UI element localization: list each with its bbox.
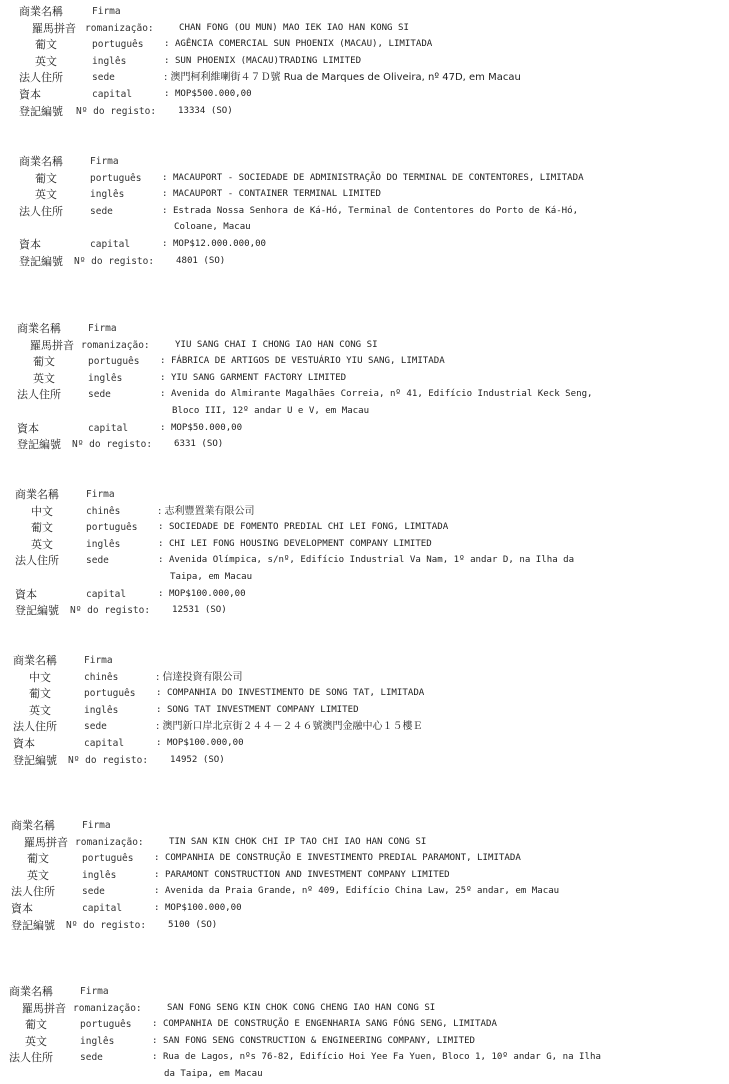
field-label-chinese: 羅馬拼音 xyxy=(24,836,68,849)
entry-field-row xyxy=(0,1001,729,1018)
entry-field-row xyxy=(0,321,729,338)
field-label-portuguese: sede xyxy=(86,555,109,566)
entry-field-row xyxy=(0,54,729,71)
field-value: : 澳門柯利維喇街４７Ｄ號 Rua de Marques de Oliveira, nº 47D, em Macau xyxy=(164,72,521,83)
field-label-portuguese: português xyxy=(84,688,136,699)
field-value: CHAN FONG (OU MUN) MAO IEK IAO HAN KONG SI xyxy=(179,23,409,33)
field-value: 5100 (SO) xyxy=(168,920,218,930)
entry-field-row xyxy=(0,254,729,271)
field-label-chinese: 葡文 xyxy=(29,687,51,700)
field-label-portuguese: capital xyxy=(82,903,123,914)
field-label-chinese: 登記編號 xyxy=(15,604,59,617)
field-value: : MOP$100.000,00 xyxy=(154,903,242,913)
entry-field-row xyxy=(0,670,729,687)
entry-field-row xyxy=(0,21,729,38)
field-label-chinese: 資本 xyxy=(17,422,39,435)
field-value-continuation: Coloane, Macau xyxy=(174,222,251,232)
field-value: : SOCIEDADE DE FOMENTO PREDIAL CHI LEI FONG, LIMITADA xyxy=(158,522,449,532)
field-label-portuguese: Firma xyxy=(86,489,115,500)
entry-field-row xyxy=(0,537,729,554)
field-value: : MACAUPORT - CONTAINER TERMINAL LIMITED xyxy=(162,189,381,199)
field-label-chinese: 資本 xyxy=(13,737,35,750)
field-label-portuguese: capital xyxy=(84,738,125,749)
field-label-portuguese: inglês xyxy=(80,1036,115,1047)
field-label-chinese: 葡文 xyxy=(33,355,55,368)
entry-field-row xyxy=(0,653,729,670)
entry-field-row xyxy=(0,404,729,421)
field-label-chinese: 英文 xyxy=(35,188,57,201)
field-value: : 志利豐置業有限公司 xyxy=(158,506,255,517)
field-label-chinese: 法人住所 xyxy=(19,71,63,84)
field-label-chinese: 登記編號 xyxy=(19,255,63,268)
field-label-portuguese: Firma xyxy=(92,6,121,17)
entry-field-row xyxy=(0,818,729,835)
field-label-portuguese: capital xyxy=(88,423,129,434)
entry-field-row xyxy=(0,520,729,537)
field-label-chinese: 英文 xyxy=(27,869,49,882)
entry-field-row xyxy=(0,868,729,885)
field-value: : Estrada Nossa Senhora de Ká-Hó, Terminal de Contentores do Porto de Ká-Hó, xyxy=(162,206,579,216)
field-label-portuguese: sede xyxy=(90,206,113,217)
entry-field-row xyxy=(0,835,729,852)
field-label-portuguese: Firma xyxy=(80,986,109,997)
entry-field-row xyxy=(0,884,729,901)
entry-field-row xyxy=(0,4,729,21)
field-label-chinese: 登記編號 xyxy=(11,919,55,932)
entry-field-row xyxy=(0,154,729,171)
field-value: : COMPANHIA DE CONSTRUÇÃO E ENGENHARIA SANG FÓNG SENG, LIMITADA xyxy=(152,1019,497,1029)
entry-field-row xyxy=(0,237,729,254)
entry-field-row xyxy=(0,851,729,868)
entry-field-row xyxy=(0,1067,729,1084)
field-label-portuguese: sede xyxy=(88,389,111,400)
field-value: 4801 (SO) xyxy=(176,256,226,266)
entry-field-row xyxy=(0,371,729,388)
field-value: 6331 (SO) xyxy=(174,439,224,449)
field-label-portuguese: romanização: xyxy=(85,23,154,34)
entry-field-row xyxy=(0,487,729,504)
field-label-chinese: 英文 xyxy=(35,55,57,68)
field-label-chinese: 商業名稱 xyxy=(9,985,53,998)
entry-field-row xyxy=(0,736,729,753)
field-label-portuguese: inglês xyxy=(84,705,119,716)
entry-field-row xyxy=(0,338,729,355)
field-label-portuguese: português xyxy=(88,356,140,367)
field-value: 14952 (SO) xyxy=(170,755,225,765)
entry-field-row xyxy=(0,1017,729,1034)
field-label-chinese: 資本 xyxy=(19,238,41,251)
field-label-chinese: 葡文 xyxy=(27,852,49,865)
field-label-chinese: 商業名稱 xyxy=(19,5,63,18)
entry-field-row xyxy=(0,354,729,371)
entry-field-row xyxy=(0,171,729,188)
field-label-portuguese: capital xyxy=(92,89,133,100)
entry-field-row xyxy=(0,104,729,121)
field-label-portuguese: sede xyxy=(92,72,115,83)
field-label-portuguese: Nº do registo: xyxy=(66,920,147,931)
field-label-portuguese: inglês xyxy=(88,373,123,384)
field-value: : MOP$500.000,00 xyxy=(164,89,252,99)
field-value: : 澳門新口岸北京街２４４－２４６號澳門金融中心１５樓Ｅ xyxy=(156,721,423,732)
field-label-chinese: 商業名稱 xyxy=(11,819,55,832)
field-label-chinese: 法人住所 xyxy=(15,554,59,567)
entry-field-row xyxy=(0,603,729,620)
field-value: : SUN PHOENIX (MACAU)TRADING LIMITED xyxy=(164,56,362,66)
field-value: : MOP$100.000,00 xyxy=(158,589,246,599)
field-label-portuguese: sede xyxy=(82,886,105,897)
field-value: TIN SAN KIN CHOK CHI IP TAO CHI IAO HAN CONG SI xyxy=(169,837,427,847)
entry-field-row xyxy=(0,918,729,935)
field-label-chinese: 資本 xyxy=(11,902,33,915)
field-label-portuguese: Firma xyxy=(88,323,117,334)
field-value: : MOP$12.000.000,00 xyxy=(162,239,267,249)
field-value: : PARAMONT CONSTRUCTION AND INVESTMENT COMPANY LIMITED xyxy=(154,870,450,880)
field-value: : Avenida do Almirante Magalhães Correia, nº 41, Edifício Industrial Keck Seng, xyxy=(160,389,593,399)
entry-field-row xyxy=(0,553,729,570)
field-label-chinese: 英文 xyxy=(31,538,53,551)
field-value: 12531 (SO) xyxy=(172,605,227,615)
field-value: : YIU SANG GARMENT FACTORY LIMITED xyxy=(160,373,347,383)
field-value: YIU SANG CHAI I CHONG IAO HAN CONG SI xyxy=(175,340,378,350)
field-label-portuguese: inglês xyxy=(92,56,127,67)
field-label-portuguese: Nº do registo: xyxy=(74,256,155,267)
field-label-chinese: 羅馬拼音 xyxy=(32,22,76,35)
field-label-portuguese: português xyxy=(92,39,144,50)
field-label-chinese: 登記編號 xyxy=(19,105,63,118)
field-label-portuguese: inglês xyxy=(82,870,117,881)
field-label-portuguese: português xyxy=(80,1019,132,1030)
field-value: 13334 (SO) xyxy=(178,106,233,116)
field-label-portuguese: sede xyxy=(84,721,107,732)
field-label-chinese: 羅馬拼音 xyxy=(30,339,74,352)
field-value: : Rua de Lagos, nºs 76-82, Edifício Hoi Yee Fa Yuen, Bloco 1, 10º andar G, na Ilha xyxy=(152,1052,601,1062)
field-label-portuguese: inglês xyxy=(86,539,121,550)
field-label-portuguese: capital xyxy=(90,239,131,250)
entry-field-row xyxy=(0,753,729,770)
entry-field-row xyxy=(0,587,729,604)
field-value: : AGÊNCIA COMERCIAL SUN PHOENIX (MACAU), LIMITADA xyxy=(164,39,433,49)
field-label-chinese: 商業名稱 xyxy=(15,488,59,501)
field-label-chinese: 英文 xyxy=(29,704,51,717)
field-label-portuguese: chinês xyxy=(86,506,121,517)
field-label-chinese: 葡文 xyxy=(35,38,57,51)
field-label-portuguese: capital xyxy=(86,589,127,600)
entry-field-row xyxy=(0,504,729,521)
field-value: : FÁBRICA DE ARTIGOS DE VESTUÁRIO YIU SANG, LIMITADA xyxy=(160,356,445,366)
field-label-chinese: 法人住所 xyxy=(13,720,57,733)
field-label-portuguese: português xyxy=(86,522,138,533)
field-label-chinese: 葡文 xyxy=(31,521,53,534)
field-label-chinese: 法人住所 xyxy=(11,885,55,898)
entry-field-row xyxy=(0,187,729,204)
field-label-chinese: 資本 xyxy=(19,88,41,101)
field-label-chinese: 商業名稱 xyxy=(19,155,63,168)
field-label-portuguese: português xyxy=(82,853,134,864)
field-label-portuguese: romanização: xyxy=(75,837,144,848)
field-value: : MOP$50.000,00 xyxy=(160,423,243,433)
field-label-chinese: 中文 xyxy=(29,671,51,684)
field-value: : SAN FONG SENG CONSTRUCTION & ENGINEERING COMPANY, LIMITED xyxy=(152,1036,476,1046)
entry-field-row xyxy=(0,703,729,720)
entry-field-row xyxy=(0,421,729,438)
entry-field-row xyxy=(0,686,729,703)
field-value: : COMPANHIA DE CONSTRUÇÃO E INVESTIMENTO PREDIAL PARAMONT, LIMITADA xyxy=(154,853,521,863)
field-label-chinese: 登記編號 xyxy=(17,438,61,451)
entry-field-row xyxy=(0,37,729,54)
field-label-portuguese: romanização: xyxy=(73,1003,142,1014)
field-label-chinese: 登記編號 xyxy=(13,754,57,767)
field-label-chinese: 法人住所 xyxy=(19,205,63,218)
field-value: : CHI LEI FONG HOUSING DEVELOPMENT COMPANY LIMITED xyxy=(158,539,432,549)
field-value-continuation: Taipa, em Macau xyxy=(170,572,253,582)
entry-field-row xyxy=(0,87,729,104)
field-value: : COMPANHIA DO INVESTIMENTO DE SONG TAT, LIMITADA xyxy=(156,688,425,698)
field-label-chinese: 法人住所 xyxy=(17,388,61,401)
field-label-chinese: 英文 xyxy=(25,1035,47,1048)
field-label-portuguese: português xyxy=(90,173,142,184)
entry-field-row xyxy=(0,1050,729,1067)
field-label-portuguese: sede xyxy=(80,1052,103,1063)
field-label-chinese: 商業名稱 xyxy=(13,654,57,667)
field-label-portuguese: inglês xyxy=(90,189,125,200)
field-label-chinese: 中文 xyxy=(31,505,53,518)
entry-field-row xyxy=(0,70,729,87)
field-label-portuguese: Firma xyxy=(90,156,119,167)
field-label-portuguese: chinês xyxy=(84,672,119,683)
field-label-chinese: 商業名稱 xyxy=(17,322,61,335)
field-label-chinese: 資本 xyxy=(15,588,37,601)
entry-field-row xyxy=(0,387,729,404)
entry-field-row xyxy=(0,220,729,237)
entry-field-row xyxy=(0,901,729,918)
field-label-portuguese: Nº do registo: xyxy=(76,106,157,117)
field-value-continuation: Bloco III, 12º andar U e V, em Macau xyxy=(172,406,370,416)
field-label-chinese: 羅馬拼音 xyxy=(22,1002,66,1015)
field-value-continuation: da Taipa, em Macau xyxy=(164,1069,263,1079)
field-value: : MACAUPORT - SOCIEDADE DE ADMINISTRAÇÃO DO TERMINAL DE CONTENTORES, LIMITADA xyxy=(162,173,584,183)
field-label-portuguese: romanização: xyxy=(81,340,150,351)
entry-field-row xyxy=(0,570,729,587)
field-label-portuguese: Firma xyxy=(84,655,113,666)
field-value: : 信達投資有限公司 xyxy=(156,672,243,683)
field-label-chinese: 葡文 xyxy=(25,1018,47,1031)
entry-field-row xyxy=(0,1034,729,1051)
entry-field-row xyxy=(0,204,729,221)
field-label-chinese: 英文 xyxy=(33,372,55,385)
field-label-portuguese: Nº do registo: xyxy=(72,439,153,450)
entry-field-row xyxy=(0,437,729,454)
field-value: : Avenida Olímpica, s/nº, Edifício Industrial Va Nam, 1º andar D, na Ilha da xyxy=(158,555,575,565)
field-value: SAN FONG SENG KIN CHOK CONG CHENG IAO HAN CONG SI xyxy=(167,1003,436,1013)
field-label-portuguese: Nº do registo: xyxy=(70,605,151,616)
field-value: : Avenida da Praia Grande, nº 409, Edifício China Law, 25º andar, em Macau xyxy=(154,886,560,896)
field-label-chinese: 法人住所 xyxy=(9,1051,53,1064)
entry-field-row xyxy=(0,984,729,1001)
field-label-chinese: 葡文 xyxy=(35,172,57,185)
field-value: : MOP$100.000,00 xyxy=(156,738,244,748)
field-label-portuguese: Firma xyxy=(82,820,111,831)
field-value: : SONG TAT INVESTMENT COMPANY LIMITED xyxy=(156,705,359,715)
field-label-portuguese: Nº do registo: xyxy=(68,755,149,766)
entry-field-row xyxy=(0,719,729,736)
